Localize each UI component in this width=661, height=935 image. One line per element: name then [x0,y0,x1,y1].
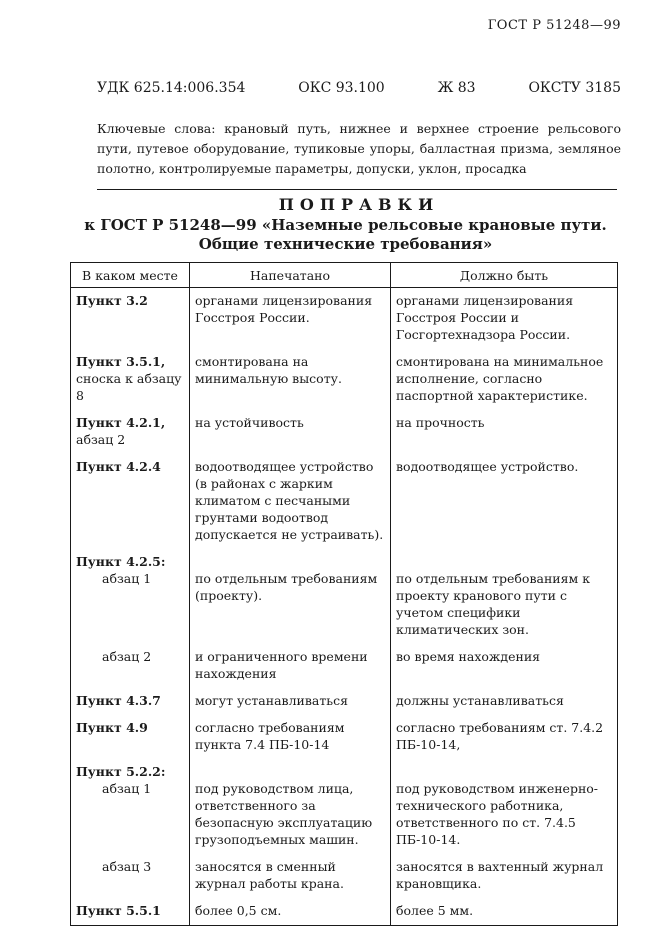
table-row [71,854,618,898]
cell-where: Пункт 4.2.4 [71,454,190,549]
cell-printed: согласно требованиям пункта 7.4 ПБ-10-14 [190,715,391,759]
corrections-subtitle-line-1: к ГОСТ Р 51248—99 «Наземные рельсовые крановые пути. [84,216,607,234]
cell-printed: и ограниченного времени нахождения [190,644,391,688]
cell-should-be: согласно требованиям ст. 7.4.2 ПБ-10-14, [391,715,618,759]
classification-codes [97,80,621,96]
table-row [71,688,618,715]
cell-printed: по отдельным требованиям (проекту). [190,549,391,644]
cell-should-be: по отдельным требованиям к проекту кранового пути с учетом специфики климатических зон. [391,549,618,644]
corrections-subtitle [70,216,621,254]
cell-printed: могут устанавливаться [190,688,391,715]
cell-should-be: заносятся в вахтенный журнал крановщика. [391,854,618,898]
column-header-should-be: Должно быть [391,263,618,288]
cell-where: Пункт 3.2 [71,288,190,350]
cell-printed: более 0,5 см. [190,898,391,926]
cell-printed: водоотводящее устройство (в районах с жарким климатом с песчаными грунтами водоотвод допускается не устраивать). [190,454,391,549]
cell-where: Пункт 5.5.1 [71,898,190,926]
table-row [71,715,618,759]
cell-printed: смонтирована на минимальную высоту. [190,349,391,410]
cell-where: абзац 2 [71,644,190,688]
cell-printed: под руководством лица, ответственного за безопасную эксплуатацию грузоподъемных машин. [190,759,391,854]
cell-printed: на устойчивость [190,410,391,454]
table-row [71,454,618,549]
column-header-where: В каком месте [71,263,190,288]
cell-where: Пункт 4.9 [71,715,190,759]
table-row [71,898,618,926]
section-divider [97,189,617,190]
corrections-table [70,262,618,926]
cell-should-be: на прочность [391,410,618,454]
keywords-paragraph: Ключевые слова: крановый путь, нижнее и верхнее строение рельсового пути, путевое оборудование, тупиковые упоры, балластная призма, земляное полотно, контролируемые параметры, допуски, уклон, просадка [97,121,621,176]
cell-where: Пункт 3.5.1, сноска к абзацу 8 [71,349,190,410]
cell-where: абзац 3 [71,854,190,898]
corrections-subtitle-line-2: Общие технические требования» [198,235,493,253]
udk-code: УДК 625.14:006.354 [97,80,246,96]
table-row [71,410,618,454]
table-row [71,288,618,350]
running-head: ГОСТ Р 51248—99 [487,18,621,33]
okstu-code: ОКСТУ 3185 [528,80,621,96]
cell-should-be: во время нахождения [391,644,618,688]
cell-where: Пункт 4.3.7 [71,688,190,715]
cell-should-be: водоотводящее устройство. [391,454,618,549]
corrections-title: ПОПРАВКИ [278,195,440,214]
cell-printed: органами лицензирования Госстроя России. [190,288,391,350]
cell-where: Пункт 4.2.5: абзац 1 [71,549,190,644]
table-row [71,549,618,644]
cell-where: Пункт 4.2.1, абзац 2 [71,410,190,454]
table-row [71,644,618,688]
zh-code: Ж 83 [437,80,476,96]
cell-should-be: более 5 мм. [391,898,618,926]
cell-should-be: органами лицензирования Госстроя России и Госгортехнадзора России. [391,288,618,350]
cell-should-be: смонтирована на минимальное исполнение, согласно паспортной характеристике. [391,349,618,410]
cell-should-be: должны устанавливаться [391,688,618,715]
cell-should-be: под руководством инженерно-технического работника, ответственного по ст. 7.4.5 ПБ-10-14. [391,759,618,854]
cell-printed: заносятся в сменный журнал работы крана. [190,854,391,898]
cell-where: Пункт 5.2.2: абзац 1 [71,759,190,854]
table-header-row [71,263,618,288]
column-header-printed: Напечатано [190,263,391,288]
table-row [71,349,618,410]
oks-code: ОКС 93.100 [298,80,385,96]
table-row [71,759,618,854]
